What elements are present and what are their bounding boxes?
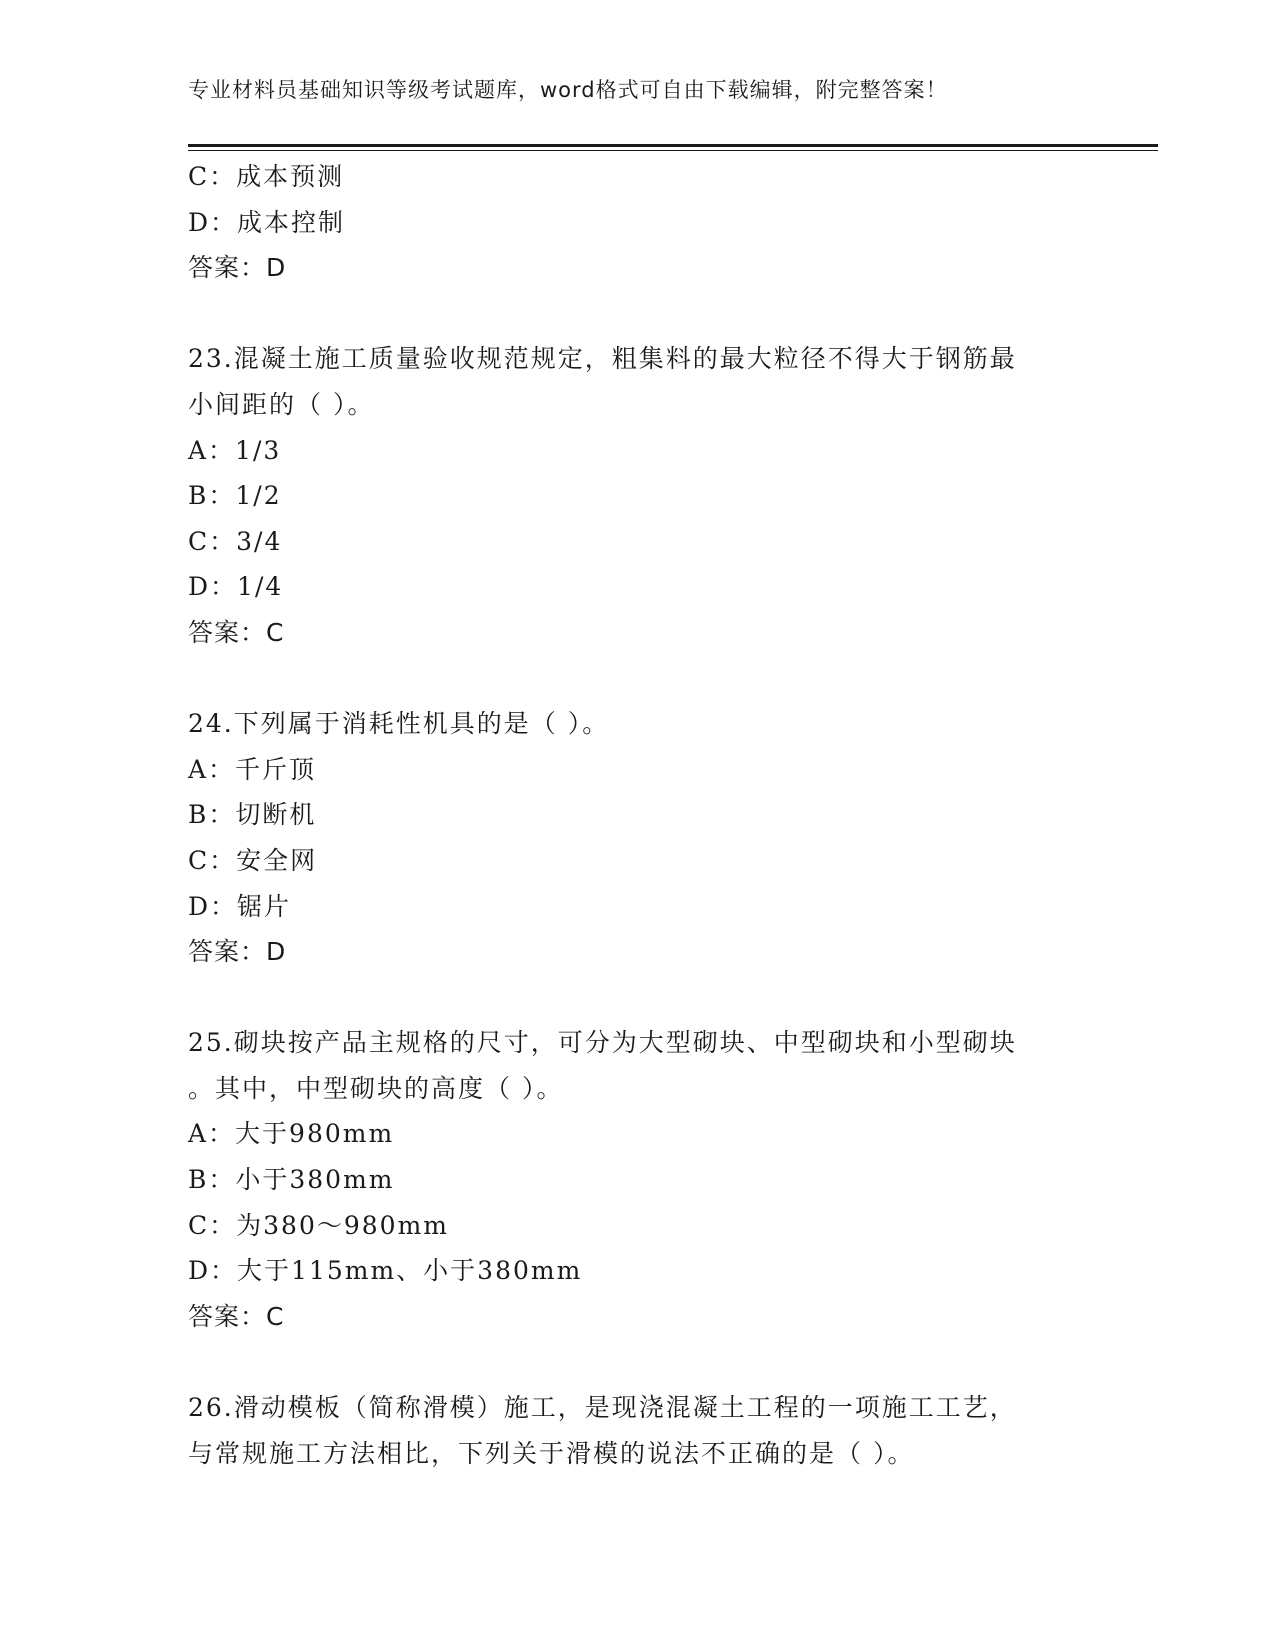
question-stem: 。其中，中型砌块的高度（ ）。 (188, 1073, 564, 1103)
spacer (188, 1339, 1088, 1385)
option-c: C：成本预测 (188, 162, 345, 191)
option-b: B：切断机 (188, 800, 317, 830)
option-a: A：1/3 (188, 435, 282, 465)
question-stem: 24.下列属于消耗性机具的是（ ）。 (188, 709, 610, 739)
question-content (188, 154, 1088, 1476)
answer-line: 答案：D (188, 253, 287, 283)
spacer (188, 975, 1088, 1021)
option-d: D：锯片 (188, 891, 292, 921)
option-d: D：1/4 (188, 572, 284, 602)
question-25 (188, 1020, 1088, 1339)
option-c: C：为380～980mm (188, 1210, 449, 1240)
spacer (188, 656, 1088, 702)
spacer (188, 291, 1088, 337)
question-stem: 与常规施工方法相比，下列关于滑模的说法不正确的是（ ）。 (188, 1438, 915, 1468)
option-b: B：1/2 (188, 481, 282, 511)
header-rule-thick (188, 144, 1158, 147)
question-stem: 25.砌块按产品主规格的尺寸，可分为大型砌块、中型砌块和小型砌块 (188, 1028, 1017, 1058)
header-rule-thin (188, 150, 1158, 151)
option-c: C：3/4 (188, 526, 283, 556)
question-26 (188, 1385, 1088, 1476)
question-23 (188, 336, 1088, 655)
option-b: B：小于380mm (188, 1165, 395, 1195)
question-stem: 26.滑动模板（简称滑模）施工，是现浇混凝土工程的一项施工工艺， (188, 1393, 1017, 1423)
question-24 (188, 701, 1088, 975)
page-header: 专业材料员基础知识等级考试题库，word格式可自由下载编辑，附完整答案！ (188, 78, 948, 102)
answer-line: 答案：C (188, 1301, 285, 1331)
option-a: A：大于980mm (188, 1119, 395, 1149)
option-d: D：大于115mm、小于380mm (188, 1256, 583, 1286)
question-stem: 23.混凝土施工质量验收规范规定，粗集料的最大粒径不得大于钢筋最 (188, 344, 1017, 374)
prev-question-block (188, 154, 1088, 291)
answer-line: 答案：D (188, 937, 287, 967)
answer-line: 答案：C (188, 617, 285, 647)
option-d: D：成本控制 (188, 207, 346, 237)
option-c: C：安全网 (188, 845, 318, 875)
option-a: A：千斤顶 (188, 754, 317, 784)
question-stem: 小间距的（ ）。 (188, 389, 375, 419)
